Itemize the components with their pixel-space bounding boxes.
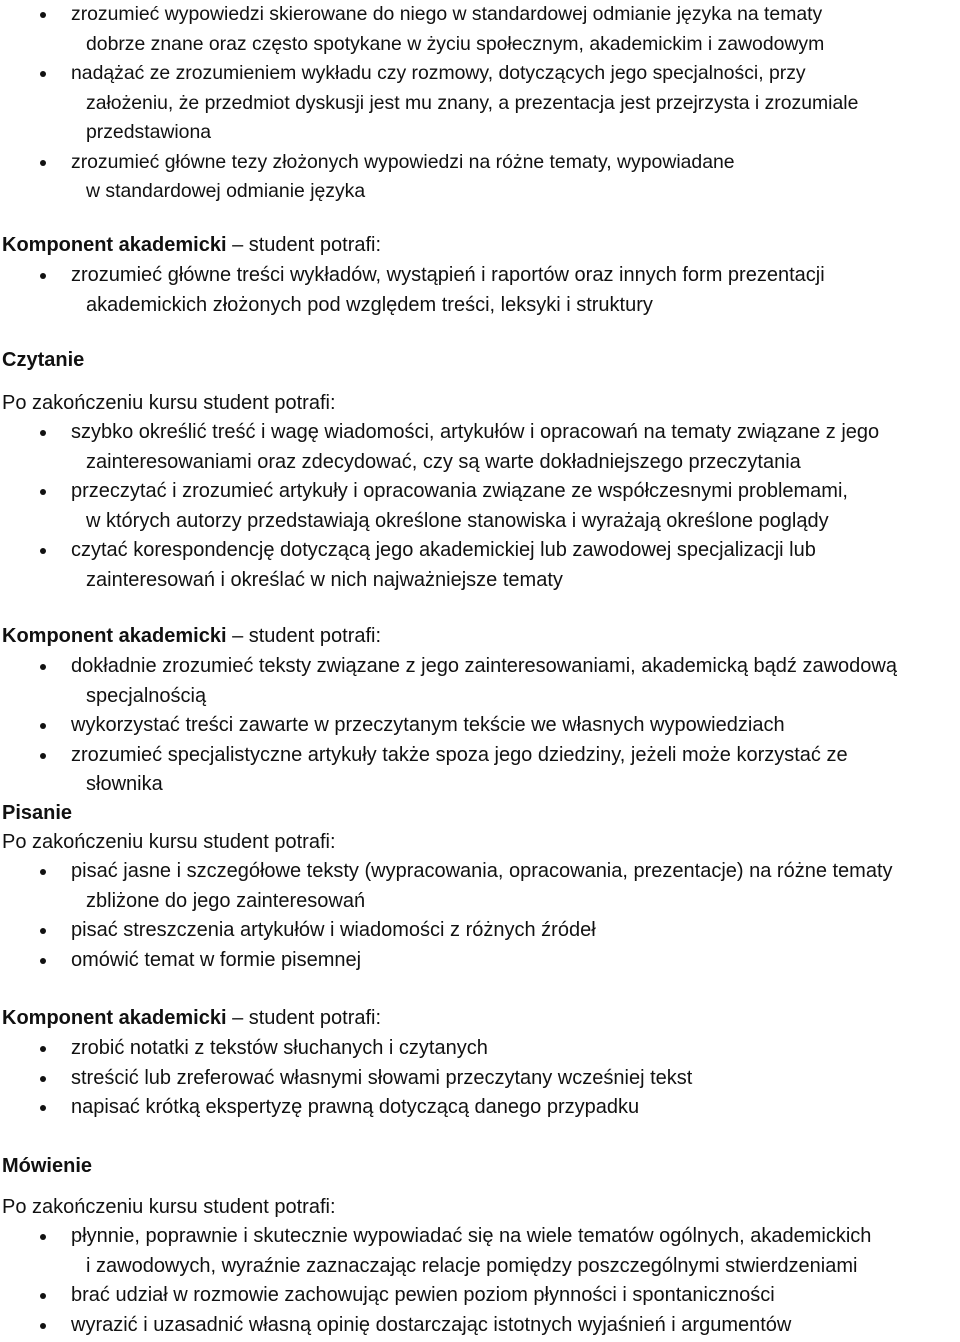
list-item [0, 857, 960, 916]
list-item-text: w standardowej odmianie języka [86, 180, 366, 202]
list-item [0, 1093, 960, 1123]
bullet-icon [40, 1293, 46, 1299]
bullet-icon [40, 548, 46, 554]
reading-academic-block [0, 652, 960, 800]
list-item [0, 946, 960, 976]
writing-list [0, 857, 960, 975]
list-item-text: czytać korespondencję dotyczącą jego akademickiej lub zawodowej specjalizacji lub [71, 539, 816, 562]
speaking-block [0, 1222, 960, 1340]
writing-academic-label: Komponent akademicki – student potrafi: [2, 1007, 382, 1029]
list-item-text: brać udział w rozmowie zachowując pewien poziom płynności i spontaniczności [71, 1284, 775, 1307]
bullet-icon [40, 489, 46, 495]
list-item-text: szybko określić treść i wagę wiadomości, artykułów i opracowań na tematy związane z jego [71, 421, 880, 443]
list-item-text: pisać streszczenia artykułów i wiadomości z różnych źródeł [71, 919, 596, 942]
writing-academic-block [0, 1034, 960, 1123]
list-item [0, 148, 960, 207]
bullet-icon [40, 869, 46, 875]
writing-block [0, 857, 960, 975]
reading-block [0, 418, 960, 596]
list-item [0, 59, 960, 148]
list-item-text: zrozumieć główne treści wykładów, wystąpień i raportów oraz innych form prezentacji [71, 264, 825, 286]
speaking-intro: Po zakończeniu kursu student potrafi: [2, 1196, 336, 1218]
writing-intro: Po zakończeniu kursu student potrafi: [2, 831, 336, 853]
speaking-heading: Mówienie [2, 1155, 93, 1177]
reading-academic-label: Komponent akademicki – student potrafi: [2, 625, 382, 647]
bullet-icon [40, 958, 46, 964]
bullet-icon [40, 160, 46, 166]
bullet-icon [40, 1046, 46, 1052]
writing-academic-list [0, 1034, 960, 1123]
listening-list [0, 0, 960, 207]
list-item [0, 916, 960, 946]
list-item [0, 652, 960, 711]
bullet-icon [40, 664, 46, 670]
list-item-text: zainteresowań i określać w nich najważniejsze tematy [86, 568, 563, 591]
list-item-text: przedstawiona [86, 121, 212, 143]
list-item-text: zrozumieć główne tezy złożonych wypowiedzi na różne tematy, wypowiadane [71, 150, 735, 173]
list-item [0, 1064, 960, 1094]
bullet-icon [40, 753, 46, 759]
bullet-icon [40, 12, 46, 18]
list-item-text: wykorzystać treści zawarte w przeczytanym tekście we własnych wypowiedziach [71, 714, 785, 737]
listening-academic-label: Komponent akademicki – student potrafi: [2, 234, 382, 256]
bullet-icon [40, 273, 46, 279]
list-item-text: i zawodowych, wyraźnie zaznaczając relacje pomiędzy poszczególnymi stwierdzeniami [86, 1254, 858, 1277]
list-item-text: akademickich złożonych pod względem treści, leksyki i struktury [86, 293, 653, 316]
list-item-text: zrozumieć specjalistyczne artykuły także spoza jego dziedziny, jeżeli może korzystać ze [71, 743, 848, 766]
list-item-text: streścić lub zreferować własnymi słowami przeczytany wcześniej tekst [71, 1066, 693, 1089]
reading-heading: Czytanie [2, 349, 85, 371]
list-item-text: zrobić notatki z tekstów słuchanych i czytanych [71, 1037, 488, 1059]
list-item [0, 0, 960, 59]
list-item-text: dokładnie zrozumieć teksty związane z jego zainteresowaniami, akademicką bądź zawodową [71, 655, 897, 677]
list-item [0, 477, 960, 536]
list-item-text: nadążać ze zrozumieniem wykładu czy rozmowy, dotyczących jego specjalności, przy [71, 62, 806, 84]
list-item-text: założeniu, że przedmiot dyskusji jest mu znany, a prezentacja jest przejrzysta i zrozumiale [86, 91, 859, 114]
list-item-text: przeczytać i zrozumieć artykuły i opracowania związane ze współczesnymi problemami, [71, 480, 848, 503]
list-item-text: w których autorzy przedstawiają określone stanowiska i wyrażają określone poglądy [86, 509, 829, 532]
reading-intro: Po zakończeniu kursu student potrafi: [2, 392, 336, 414]
list-item [0, 741, 960, 800]
listening-list-block [0, 0, 960, 207]
list-item [0, 1034, 960, 1064]
reading-academic-list [0, 652, 960, 800]
bullet-icon [40, 1105, 46, 1111]
list-item-text: pisać jasne i szczegółowe teksty (wypracowania, opracowania, prezentacje) na różne tematy [71, 860, 893, 882]
list-item-text: napisać krótką ekspertyzę prawną dotyczącą danego przypadku [71, 1096, 640, 1119]
speaking-list [0, 1222, 960, 1340]
bullet-icon [40, 1323, 46, 1329]
list-item-text: wyrazić i uzasadnić własną opinię dostarczając istotnych wyjaśnień i argumentów [71, 1313, 792, 1336]
list-item-text: słownika [86, 773, 163, 796]
bullet-icon [40, 1234, 46, 1240]
list-item-text: specjalnością [86, 684, 207, 707]
bullet-icon [40, 928, 46, 934]
list-item-text: dobrze znane oraz często spotykane w życiu społecznym, akademickim i zawodowym [86, 32, 825, 55]
list-item-text: płynnie, poprawnie i skutecznie wypowiadać się na wiele tematów ogólnych, akademickich [71, 1225, 872, 1247]
reading-list [0, 418, 960, 596]
bullet-icon [40, 71, 46, 77]
list-item-text: omówić temat w formie pisemnej [71, 948, 362, 971]
list-item [0, 1281, 960, 1311]
listening-academic-block [0, 261, 960, 320]
list-item [0, 1222, 960, 1281]
list-item [0, 536, 960, 595]
list-item-text: zbliżone do jego zainteresowań [86, 889, 366, 912]
bullet-icon [40, 723, 46, 729]
bullet-icon [40, 430, 46, 436]
list-item [0, 711, 960, 741]
listening-academic-list [0, 261, 960, 320]
writing-heading: Pisanie [2, 802, 73, 824]
list-item [0, 1311, 960, 1341]
list-item-text: zainteresowaniami oraz zdecydować, czy są warte dokładniejszego przeczytania [86, 450, 801, 473]
list-item [0, 261, 960, 320]
list-item [0, 418, 960, 477]
bullet-icon [40, 1076, 46, 1082]
list-item-text: zrozumieć wypowiedzi skierowane do niego w standardowej odmianie języka na tematy [71, 3, 823, 25]
